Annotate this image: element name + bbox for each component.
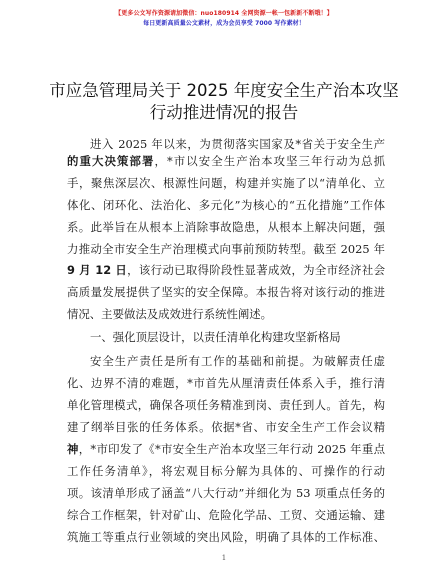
paragraph-line: 进入 2025 年以来，为贯彻落实国家及*省关于安全生产	[90, 137, 385, 151]
paragraph-line: 工作任务清单》，将宏观目标分解为具体的、可操作的行动	[67, 464, 385, 478]
paragraph-line: 筑施工等重点行业领域的突出风险，明确了具体的工作标准、	[67, 530, 385, 544]
paragraph-line: 建了纲举目张的任务体系。依据*省、市安全生产工作会议精	[67, 420, 385, 434]
section-heading: 一、强化顶层设计，以责任清单化构建攻坚新格局	[90, 330, 341, 344]
paragraph-line: 安全生产责任是所有工作的基础和前提。为破解责任虚	[90, 354, 385, 368]
paragraph-line	[67, 441, 385, 457]
paragraph-line: 体化、闭环化、法治化、多元化”为核心的“五化措施”工作体	[67, 198, 385, 212]
paragraph-line: 高质量发展提供了坚实的安全保障。本报告将对该行动的推进	[67, 285, 385, 299]
bold-date: 9 月 12 日	[67, 263, 128, 277]
paragraph-line: 系。此举旨在从根本上消除事故隐患，从根本上解决问题，强	[67, 220, 385, 234]
paragraph-line	[67, 153, 385, 169]
paragraph-line: 手，聚焦深层次、根源性问题，构建并实施了以“清单化、立	[67, 176, 385, 190]
paragraph-line: 力推动全市安全生产治理模式向事前预防转型。截至 2025 年	[67, 242, 385, 256]
promo-banner-line-2: 每日更新高质量公文素材，成为会员享受 7000 写作素材！	[143, 20, 305, 27]
paragraph-text: ，该行动已取得阶段性显著成效，为全市经济社会	[127, 263, 385, 277]
paragraph-line	[67, 262, 385, 278]
paragraph-line: 项。该清单形成了涵盖“八大行动”并细化为 53 项重点任务的	[67, 486, 385, 500]
document-title-line-1: 市应急管理局关于 2025 年度安全生产治本攻坚	[49, 81, 399, 100]
bold-phrase: 的重大决策部署	[67, 154, 155, 168]
bold-phrase: 神	[67, 442, 79, 456]
paragraph-line: 单化管理模式，确保各项任务精准到岗、责任到人。首先，构	[67, 398, 385, 412]
document-title-line-2: 行动推进情况的报告	[149, 103, 299, 122]
promo-banner-line-1: 【更多公文写作资源请加微信：nuo180914 全网资源一帐一包新新不断哦！】	[115, 10, 333, 17]
paragraph-text: ，*市以安全生产治本攻坚三年行动为总抓	[154, 154, 385, 168]
paragraph-text: ，*市印发了《*市安全生产治本攻坚三年行动 2025 年重点	[78, 442, 385, 456]
paragraph-line: 情况、主要做法及成效进行系统性阐述。	[67, 307, 273, 321]
paragraph-line: 化、边界不清的难题，*市首先从厘清责任体系入手，推行清	[67, 376, 385, 390]
page-number: 1	[221, 554, 227, 562]
paragraph-line: 综合工作框架，针对矿山、危险化学品、工贸、交通运输、建	[67, 508, 385, 522]
